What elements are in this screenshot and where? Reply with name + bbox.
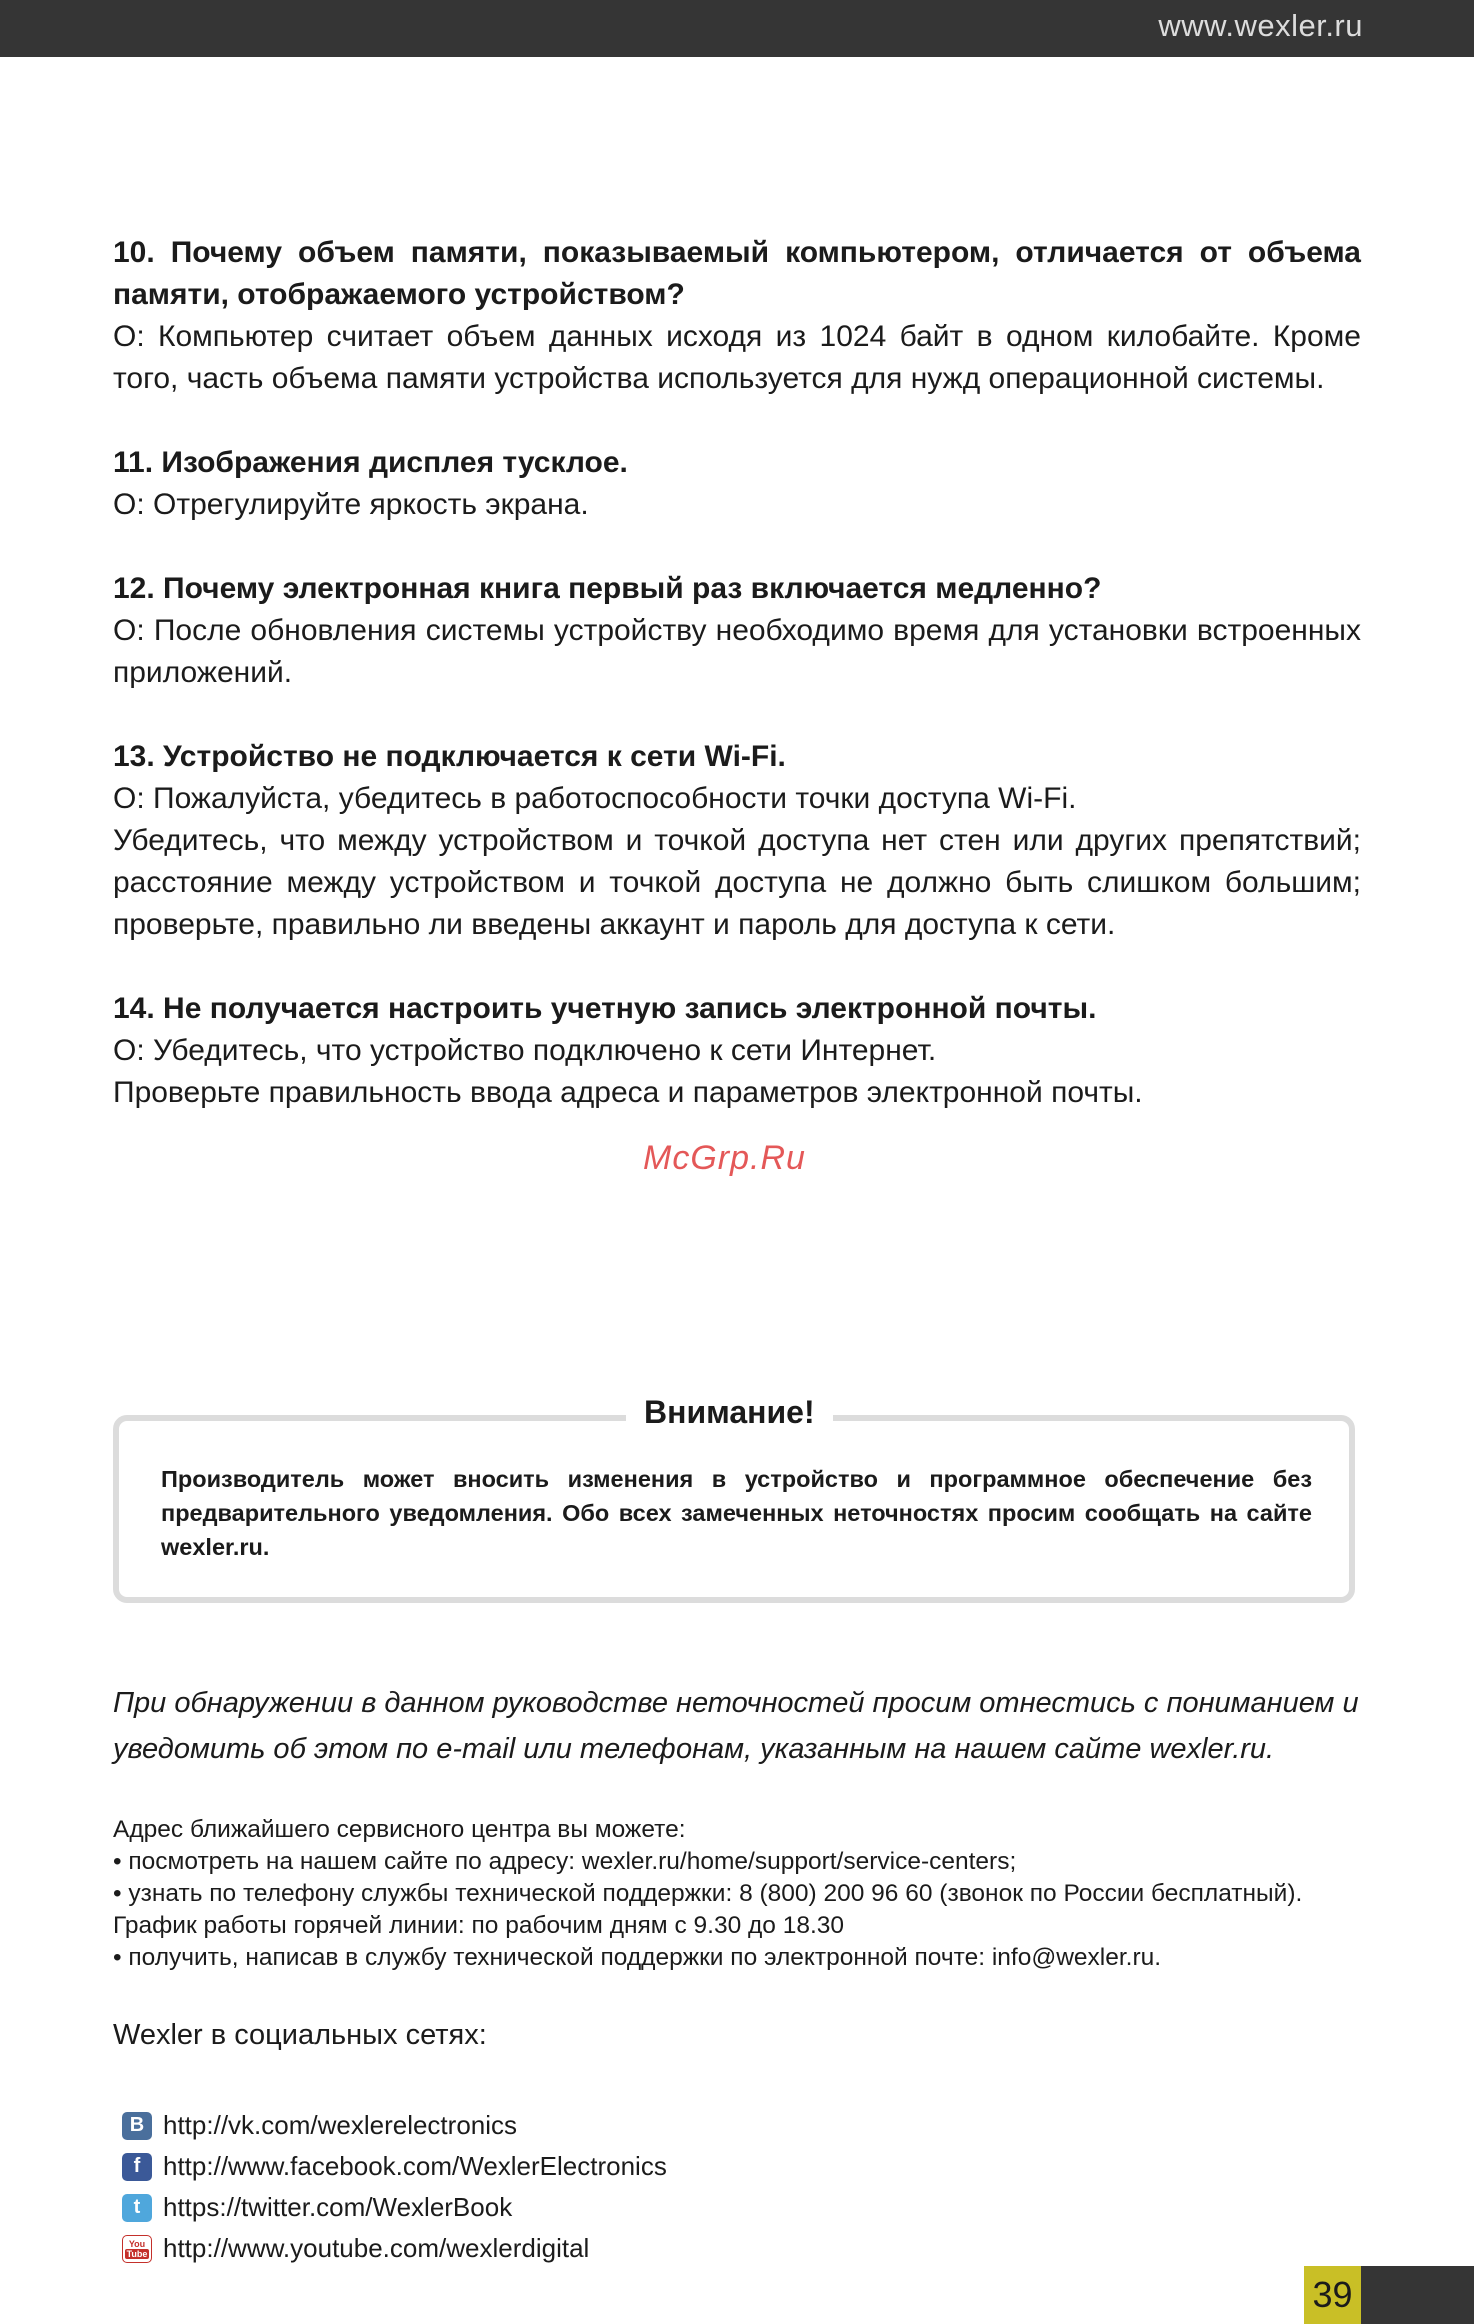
social-link-url[interactable]: http://www.facebook.com/WexlerElectronics bbox=[163, 2151, 667, 2181]
service-line-email: • получить, написав в службу технической поддержки по электронной почте: info@wexler.ru. bbox=[113, 1944, 1162, 1971]
social-title: Wexler в социальных сетях: bbox=[113, 2019, 487, 2051]
youtube-icon-tube: Tube bbox=[126, 2248, 148, 2259]
faq-item-14 bbox=[113, 988, 1361, 1114]
faq-question: 10. Почему объем памяти, показываемый компьютером, отличается от объема памяти, отображаемого устройством? bbox=[113, 236, 1361, 311]
twitter-icon: t bbox=[122, 2194, 152, 2222]
faq-answer: О: После обновления системы устройству необходимо время для установки встроенных приложений. bbox=[113, 614, 1361, 689]
social-link-youtube[interactable] bbox=[122, 2228, 667, 2269]
youtube-icon-you: You bbox=[128, 2238, 146, 2249]
faq-answer: О: Отрегулируйте яркость экрана. bbox=[113, 488, 589, 521]
faq-answer: Проверьте правильность ввода адреса и параметров электронной почты. bbox=[113, 1076, 1143, 1109]
service-line-phone: • узнать по телефону службы технической поддержки: 8 (800) 200 96 60 (звонок по России бесплатный). График работы горячей линии: по рабочим дням с 9.30 до 18.30 bbox=[113, 1880, 1303, 1939]
faq-item-13 bbox=[113, 736, 1361, 946]
faq-question: 14. Не получается настроить учетную запись электронной почты. bbox=[113, 992, 1097, 1025]
faq-question: 12. Почему электронная книга первый раз включается медленно? bbox=[113, 572, 1102, 605]
faq-question: 13. Устройство не подключается к сети Wi-Fi. bbox=[113, 740, 786, 773]
vk-icon: B bbox=[122, 2112, 152, 2140]
notice-title: Внимание! bbox=[626, 1390, 833, 1434]
header-bar bbox=[0, 0, 1474, 57]
faq-answer: О: Компьютер считает объем данных исходя из 1024 байт в одном килобайте. Кроме того, часть объема памяти устройства используется для нужд операционной системы. bbox=[113, 320, 1361, 395]
social-link-url[interactable]: http://vk.com/wexlerelectronics bbox=[163, 2110, 518, 2140]
faq-answer: О: Убедитесь, что устройство подключено к сети Интернет. bbox=[113, 1034, 937, 1067]
social-link-url[interactable]: https://twitter.com/WexlerBook bbox=[163, 2192, 513, 2222]
watermark: McGrp.Ru bbox=[643, 1139, 806, 1177]
social-link-facebook[interactable] bbox=[122, 2146, 667, 2187]
faq-item-12 bbox=[113, 568, 1361, 694]
notice-text: Производитель может вносить изменения в устройство и программное обеспечение без предварительного уведомления. Обо всех замеченных неточностях просим сообщать на сайте wexler.ru. bbox=[161, 1466, 1312, 1560]
faq-answer: Убедитесь, что между устройством и точкой доступа нет стен или других препятствий; расстояние между устройством и точкой доступа не должно быть слишком большим; проверьте, правильно ли введены аккаунт и пароль для доступа к сети. bbox=[113, 824, 1361, 941]
service-line-website: • посмотреть на нашем сайте по адресу: wexler.ru/home/support/service-centers; bbox=[113, 1848, 1017, 1875]
site-url[interactable]: www.wexler.ru bbox=[1158, 8, 1363, 43]
faq-question: 11. Изображения дисплея тусклое. bbox=[113, 446, 628, 479]
errata-note: При обнаружении в данном руководстве неточностей просим отнестись с пониманием и уведомить об этом по e-mail или телефонам, указанным на нашем сайте wexler.ru. bbox=[113, 1687, 1359, 1765]
service-intro: Адрес ближайшего сервисного центра вы можете: bbox=[113, 1816, 686, 1843]
social-link-vk[interactable] bbox=[122, 2105, 667, 2146]
faq-item-10 bbox=[113, 232, 1361, 400]
service-center-info bbox=[113, 1814, 1363, 1974]
faq-answer: О: Пожалуйста, убедитесь в работоспособности точки доступа Wi-Fi. bbox=[113, 782, 1077, 815]
social-links bbox=[122, 2105, 667, 2269]
social-link-twitter[interactable] bbox=[122, 2187, 667, 2228]
faq-section bbox=[113, 232, 1361, 1156]
youtube-icon bbox=[122, 2235, 152, 2263]
social-link-url[interactable]: http://www.youtube.com/wexlerdigital bbox=[163, 2233, 590, 2263]
page-number: 39 bbox=[1304, 2266, 1361, 2324]
footer-bar bbox=[1361, 2266, 1474, 2324]
facebook-icon: f bbox=[122, 2153, 152, 2181]
faq-item-11 bbox=[113, 442, 1361, 526]
